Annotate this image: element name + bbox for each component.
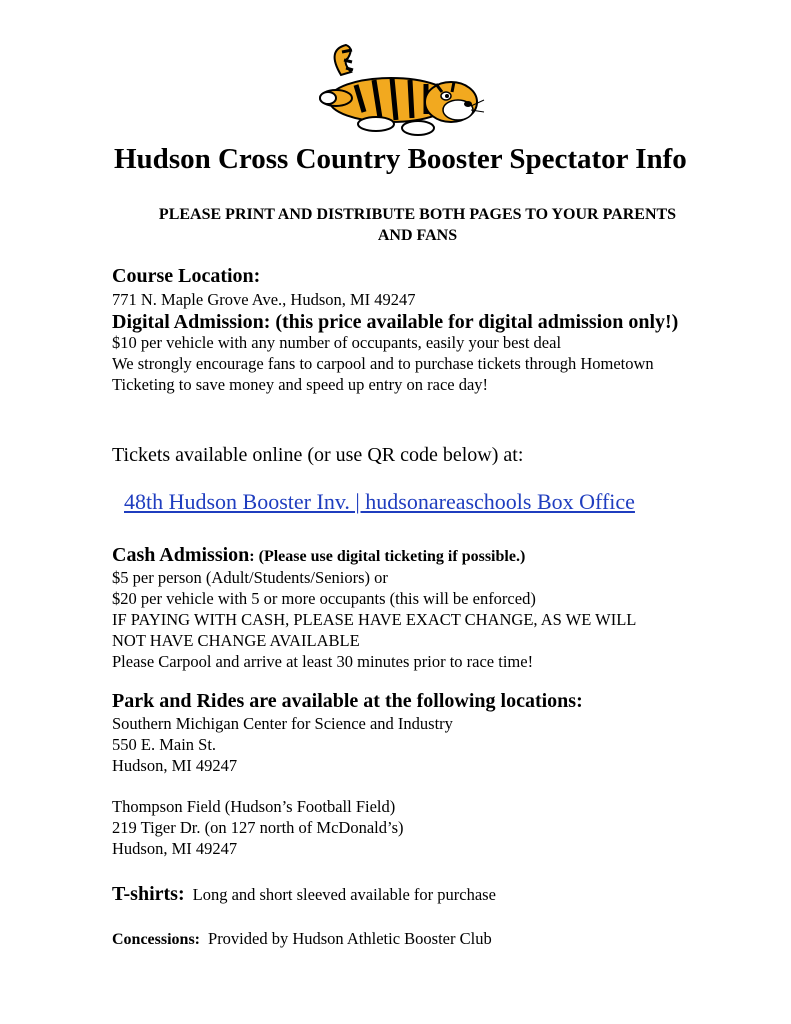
park-location-1-city: Hudson, MI 49247 [112,756,238,775]
park-location-2-street: 219 Tiger Dr. (on 127 north of McDonald’s) [112,818,404,837]
cash-admission-heading: Cash Admission [112,544,250,566]
cash-line-4: NOT HAVE CHANGE AVAILABLE [112,631,360,650]
tshirts-row [112,883,496,906]
cash-line-3: IF PAYING WITH CASH, PLEASE HAVE EXACT CHANGE, AS WE WILL [112,610,637,629]
tickets-intro: Tickets available online (or use QR code below) at: [112,444,524,466]
tshirts-text: Long and short sleeved available for purchase [192,885,496,904]
digital-line-3: Ticketing to save money and speed up entry on race day! [112,375,489,394]
digital-line-2: We strongly encourage fans to carpool and to purchase tickets through Hometown [112,354,654,373]
cash-line-5: Please Carpool and arrive at least 30 minutes prior to race time! [112,652,534,671]
park-and-ride-heading: Park and Rides are available at the following locations: [112,690,583,712]
ticket-box-office-link[interactable]: 48th Hudson Booster Inv. | hudsonareaschools Box Office [124,489,635,514]
cash-line-2: $20 per vehicle with 5 or more occupants (this will be enforced) [112,589,536,608]
digital-admission-heading: Digital Admission: (this price available for digital admission only!) [112,311,679,333]
cash-line-1: $5 per person (Adult/Students/Seniors) or [112,568,388,587]
course-location-heading: Course Location: [112,265,261,287]
park-location-1-name: Southern Michigan Center for Science and Industry [112,714,453,733]
concessions-text: Provided by Hudson Athletic Booster Club [208,929,492,948]
park-location-1-street: 550 E. Main St. [112,735,217,754]
print-notice-line2: AND FANS [377,227,458,244]
park-location-2-name: Thompson Field (Hudson’s Football Field) [112,797,396,816]
print-notice-line1: PLEASE PRINT AND DISTRIBUTE BOTH PAGES TO YOUR PARENTS [158,206,677,223]
park-location-2-city: Hudson, MI 49247 [112,839,238,858]
concessions-row [112,929,492,949]
cash-admission-heading-row [112,544,525,567]
concessions-label: Concessions: [112,931,201,948]
digital-line-1: $10 per vehicle with any number of occupants, easily your best deal [112,333,562,352]
page-title: Hudson Cross Country Booster Spectator Info [114,143,687,175]
tiger-mascot-icon [306,40,486,140]
tshirts-label: T-shirts: [112,883,185,905]
cash-admission-note: : (Please use digital ticketing if possible.) [249,548,526,565]
course-address: 771 N. Maple Grove Ave., Hudson, MI 49247 [112,290,416,309]
